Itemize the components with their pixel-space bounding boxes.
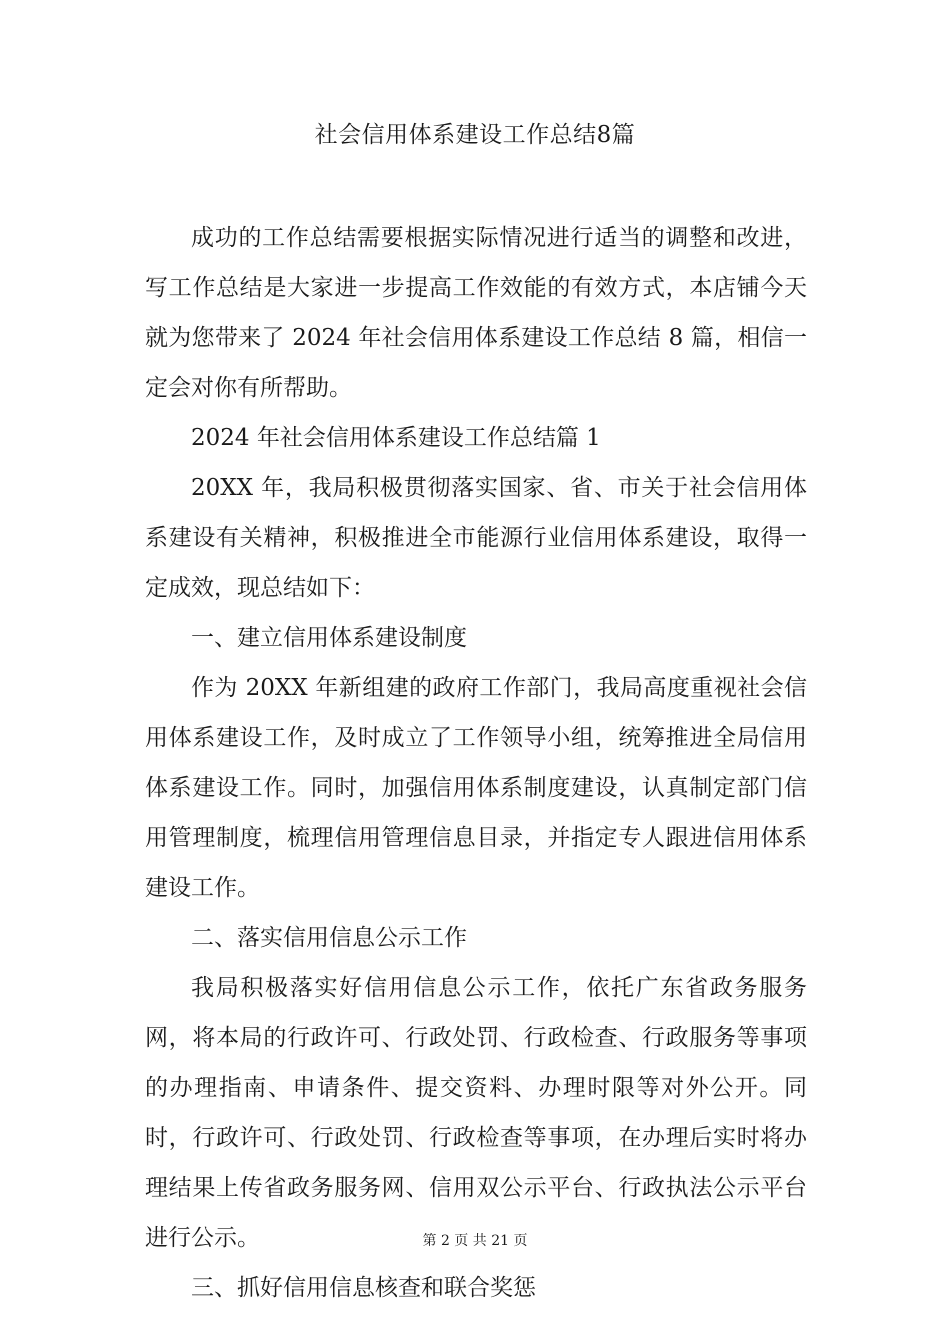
section-2-paragraph: 我局积极落实好信用信息公示工作，依托广东省政务服务网，将本局的行政许可、行政处罚、行政检查、行政服务等事项的办理指南、申请条件、提交资料、办理时限等对外公开。同时，行政许可、行政处罚、行政检查等事项，在办理后实时将办理结果上传省政务服务网、信用双公示平台、行政执法公示平台进行公示。	[145, 975, 807, 1251]
section-1-paragraph: 作为 20XX 年新组建的政府工作部门，我局高度重视社会信用体系建设工作，及时成立了工作领导小组，统筹推进全局信用体系建设工作。同时，加强信用体系制度建设，认真制定部门信用管理制度，梳理信用管理信息目录，并指定专人跟进信用体系建设工作。	[145, 675, 807, 901]
section-heading-3: 三、抓好信用信息核查和联合奖惩	[191, 1275, 536, 1301]
intro-paragraph: 成功的工作总结需要根据实际情况进行适当的调整和改进，写工作总结是大家进一步提高工作效能的有效方式，本店铺今天就为您带来了 2024 年社会信用体系建设工作总结 8 篇，相信一定会对你有所帮助。	[145, 225, 807, 401]
document-body	[145, 213, 807, 1313]
section-heading-2: 二、落实信用信息公示工作	[191, 925, 467, 951]
section-heading-article-1: 2024 年社会信用体系建设工作总结篇 1	[191, 425, 601, 451]
document-title: 社会信用体系建设工作总结8篇	[314, 122, 636, 148]
summary-paragraph: 20XX 年，我局积极贯彻落实国家、省、市关于社会信用体系建设有关精神，积极推进全市能源行业信用体系建设，取得一定成效，现总结如下：	[145, 475, 807, 601]
page-number-footer: 第 2 页 共 21 页	[422, 1233, 528, 1249]
section-heading-1: 一、建立信用体系建设制度	[191, 625, 467, 651]
